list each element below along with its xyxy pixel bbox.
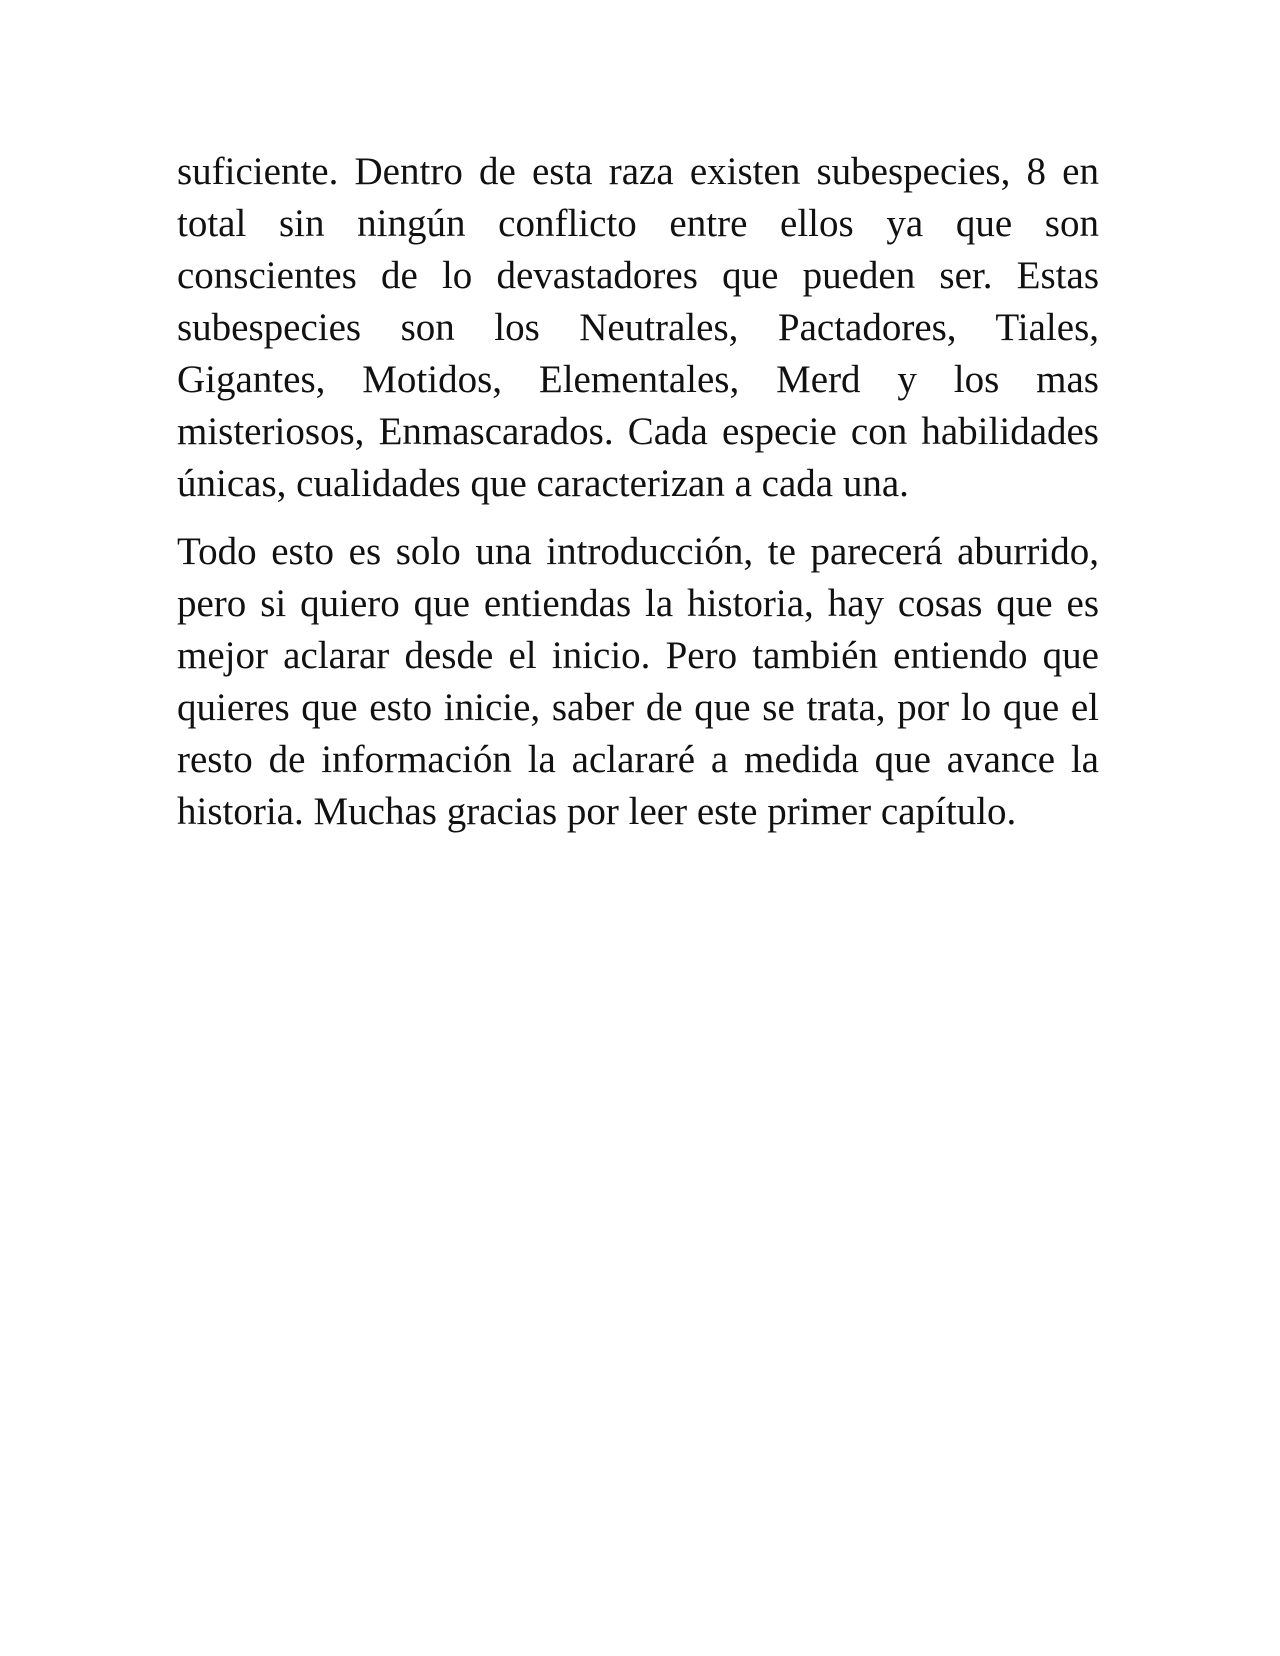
paragraph: Todo esto es solo una introducción, te parecerá aburrido, pero si quiero que entiendas la historia, hay cosas que es mejor aclarar desde el inicio. Pero también entiendo que quieres que esto inicie, saber de que se trata, por lo que el resto de información la aclararé a medida que avance la historia. Muchas gracias por leer este primer capítulo. [177, 530, 1099, 833]
paragraph: suficiente. Dentro de esta raza existen subespecies, 8 en total sin ningún conflicto entre ellos ya que son conscientes de lo devastadores que pueden ser. Estas subespecies son los Neutrales, Pactadores, Tiales, Gigantes, Motidos, Elementales, Merd y los mas misteriosos, Enmascarados. Cada especie con habilidades únicas, cualidades que caracterizan a cada una. [177, 150, 1099, 505]
body-text [177, 146, 1099, 838]
